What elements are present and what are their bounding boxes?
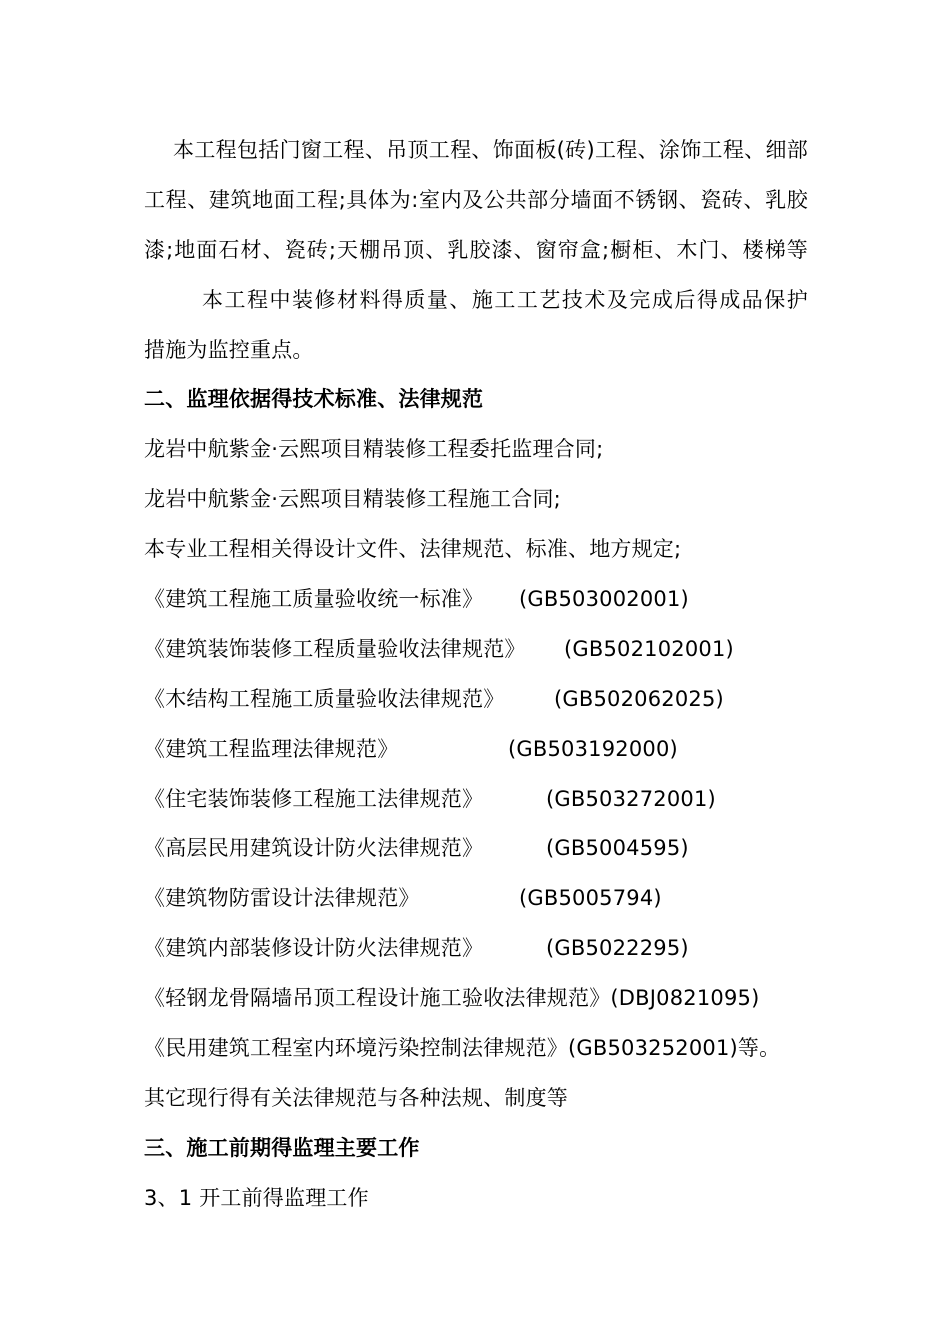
standard-title: 《高层民用建筑设计防火法律规范》 (144, 836, 484, 861)
standard-title: 《建筑物防雷设计法律规范》 (144, 886, 420, 911)
basis-item-2: 龙岩中航紫金·云熙项目精装修工程施工合同; (144, 487, 561, 512)
standard-title: 《建筑工程施工质量验收统一标准》 (144, 587, 484, 612)
section-3-heading: 三、施工前期得监理主要工作 (144, 1135, 420, 1160)
section-3-1-subheading: 3、1 开工前得监理工作 (144, 1185, 369, 1210)
standard-row (144, 874, 814, 924)
standard-code: (GB5005794) (519, 886, 662, 911)
focus-paragraph-line-2: 措施为监控重点。 (144, 337, 314, 362)
standard-title: 《建筑装饰装修工程质量验收法律规范》 (144, 636, 526, 661)
scope-paragraph-line-1: 本工程包括门窗工程、吊顶工程、饰面板(砖)工程、涂饰工程、细部 (173, 138, 808, 162)
other-regulations-line: 其它现行得有关法律规范与各种法规、制度等 (144, 1085, 568, 1110)
section-2-heading: 二、监理依据得技术标准、法律规范 (144, 387, 484, 412)
basis-item-1: 龙岩中航紫金·云熙项目精装修工程委托监理合同; (144, 437, 604, 462)
standard-row (144, 924, 814, 974)
focus-paragraph-line-1: 本工程中装修材料得质量、施工工艺技术及完成后得成品保护 (202, 287, 808, 312)
standard-code: (GB502102001) (564, 636, 734, 661)
standard-title: 《建筑工程监理法律规范》 (144, 736, 399, 761)
standard-row-full: 《轻钢龙骨隔墙吊顶工程设计施工验收法律规范》(DBJ0821095) (144, 986, 760, 1011)
standard-code: (GB503002001) (519, 587, 689, 612)
standard-row (144, 575, 814, 625)
standard-code: (GB503272001) (546, 786, 716, 811)
standard-code: (GB503192000) (508, 736, 678, 761)
standard-row (144, 625, 814, 675)
standard-code: (GB5004595) (546, 836, 689, 861)
scope-paragraph-line-3: 漆;地面石材、瓷砖;天棚吊顶、乳胶漆、窗帘盒;橱柜、木门、楼梯等 (144, 237, 808, 262)
standard-row (144, 775, 814, 825)
document-body (144, 126, 814, 1224)
standard-row-full: 《民用建筑工程室内环境污染控制法律规范》(GB503252001)等。 (144, 1036, 781, 1061)
standard-title: 《木结构工程施工质量验收法律规范》 (144, 686, 505, 711)
scope-paragraph-line-2: 工程、建筑地面工程;具体为:室内及公共部分墙面不锈钢、瓷砖、乳胶 (144, 187, 808, 212)
standard-code: (GB5022295) (546, 936, 689, 961)
standard-code: (GB502062025) (554, 686, 724, 711)
basis-item-3: 本专业工程相关得设计文件、法律规范、标准、地方规定; (144, 537, 682, 562)
standard-row (144, 824, 814, 874)
standard-row (144, 675, 814, 725)
standard-title: 《建筑内部装修设计防火法律规范》 (144, 936, 484, 961)
standard-row (144, 725, 814, 775)
standard-title: 《住宅装饰装修工程施工法律规范》 (144, 786, 484, 811)
